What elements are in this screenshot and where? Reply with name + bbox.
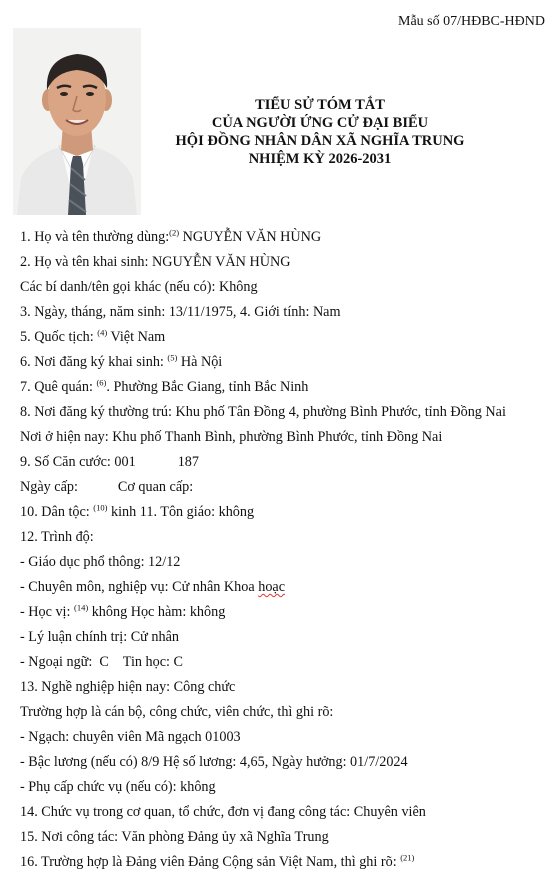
field-hometown: 7. Quê quán: $^{(6)}$. Phường Bắc Giang, tỉnh Bắc Ninh (20, 377, 309, 395)
footnote-ref: (14) (73, 602, 89, 613)
document-title (150, 96, 490, 168)
field-birthdate-gender: 3. Ngày, tháng, năm sinh: 13/11/1975, 4. Giới tính: Nam (20, 304, 341, 320)
field-political-theory: - Lý luận chính trị: Cử nhân (20, 629, 179, 645)
field-birth-name: 2. Họ và tên khai sinh: NGUYỄN VĂN HÙNG (20, 254, 291, 270)
field-aliases: Các bí danh/tên gọi khác (nếu có): Không (20, 279, 258, 295)
field-salary: - Bậc lương (nếu có) 8/9 Hệ số lương: 4,65, Ngày hưởng: 01/7/2024 (20, 754, 408, 770)
field-occupation: 13. Nghề nghiệp hiện nay: Công chức (20, 679, 236, 695)
field-position: 14. Chức vụ trong cơ quan, tổ chức, đơn vị đang công tác: Chuyên viên (20, 804, 426, 820)
field-academic-degree: - Học vị: $^{(14)}$ không Học hàm: không (20, 602, 226, 620)
field-id-number: 9. Số Căn cước: 001 187 (20, 454, 199, 470)
field-professional-qualification: - Chuyên môn, nghiệp vụ: Cử nhân Khoa hoạc (20, 579, 286, 595)
footnote-ref: (6) (96, 377, 107, 388)
field-birth-registration: 6. Nơi đăng ký khai sinh: $^{(5)}$ Hà Nội (20, 352, 223, 370)
field-civil-servant-note: Trường hợp là cán bộ, công chức, viên chức, thì ghi rõ: (20, 704, 334, 720)
field-ethnicity-religion: 10. Dân tộc: $^{(10)}$ kinh 11. Tôn giáo: không (20, 502, 255, 520)
field-permanent-residence: 8. Nơi đăng ký thường trú: Khu phố Tân Đồng 4, phường Bình Phước, tỉnh Đồng Nai (20, 404, 506, 420)
title-line: CỦA NGƯỜI ỨNG CỬ ĐẠI BIỂU (211, 115, 429, 131)
field-workplace: 15. Nơi công tác: Văn phòng Đảng ủy xã Nghĩa Trung (20, 829, 329, 845)
title-line: NHIỆM KỲ 2026-2031 (248, 151, 392, 167)
field-general-education: - Giáo dục phổ thông: 12/12 (20, 554, 181, 570)
footnote-ref: (5) (167, 352, 178, 363)
footnote-ref: (21) (400, 852, 415, 863)
form-code: Mẫu số 07/HĐBC-HĐND (398, 14, 545, 29)
portrait-image (13, 28, 141, 215)
biography-content (20, 225, 550, 875)
footnote-ref: (4) (97, 327, 108, 338)
portrait-photo (13, 28, 141, 215)
field-education-heading: 12. Trình độ: (20, 529, 94, 545)
field-id-issue: Ngày cấp: Cơ quan cấp: (20, 479, 194, 495)
footnote-ref: (10) (93, 502, 108, 513)
field-rank: - Ngạch: chuyên viên Mã ngạch 01003 (20, 729, 241, 745)
field-common-name: 1. Họ và tên thường dùng:$^{(2)}$ NGUYỄN VĂN HÙNG (20, 227, 322, 245)
footnote-ref: (2) (169, 227, 180, 238)
field-party-member: 16. Trường hợp là Đảng viên Đảng Cộng sản Việt Nam, thì ghi rõ: $^{(21)}$ (20, 852, 415, 870)
title-line: HỘI ĐỒNG NHÂN DÂN XÃ NGHĨA TRUNG (175, 133, 465, 149)
spellcheck-flagged-word: hoạc (258, 579, 286, 595)
field-languages-it: - Ngoại ngữ: C Tin học: C (20, 654, 183, 670)
field-nationality: 5. Quốc tịch: $^{(4)}$ Việt Nam (20, 327, 166, 345)
title-line: TIỂU SỬ TÓM TẮT (255, 97, 385, 113)
field-allowance: - Phụ cấp chức vụ (nếu có): không (20, 779, 216, 795)
field-current-residence: Nơi ở hiện nay: Khu phố Thanh Bình, phường Bình Phước, tỉnh Đồng Nai (20, 429, 443, 445)
